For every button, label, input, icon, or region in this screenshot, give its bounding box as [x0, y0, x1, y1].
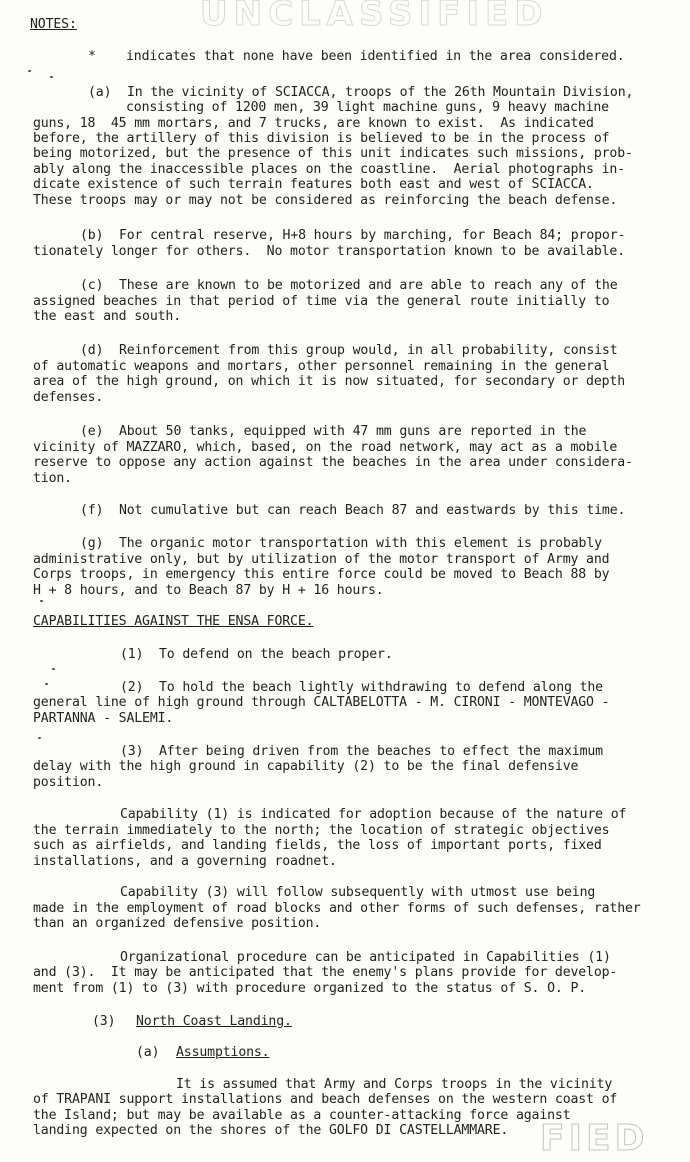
para-g-line: (g) The organic motor transportation with this element is probably — [80, 536, 602, 551]
para-assumption-line: of TRAPANI support installations and beach defenses on the western coast of — [33, 1092, 618, 1107]
capability-2-line: general line of high ground through CALTABELOTTA - M. CIRONI - MONTEVAGO - — [33, 695, 610, 710]
classification-stamp-top: UNCLASSIFIED — [200, 0, 549, 34]
para-assumption-line: It is assumed that Army and Corps troops in the vicinity — [176, 1077, 613, 1092]
para-capability-1-line: the terrain immediately to the north; the location of strategic objectives — [33, 823, 610, 838]
para-c-line: the east and south. — [33, 309, 182, 324]
para-assumption-line: the Island; but may be available as a counter-attacking force against — [33, 1108, 571, 1123]
para-capability-1-line: Capability (1) is indicated for adoption because of the nature of — [120, 807, 627, 822]
capability-1-line: (1) To defend on the beach proper. — [120, 647, 393, 662]
para-a-line: before, the artillery of this division is believed to be in the process of — [33, 131, 610, 146]
para-e-line: tion. — [33, 471, 72, 486]
para-a-line: being motorized, but the presence of this unit indicates such missions, prob- — [33, 146, 633, 161]
para-c-line: (c) These are known to be motorized and are able to reach any of the — [80, 278, 618, 293]
para-d-line: (d) Reinforcement from this group would, in all probability, consist — [80, 343, 618, 358]
notes-heading: NOTES: — [30, 17, 77, 32]
subsection-a-label: (a) — [136, 1045, 160, 1060]
para-g-line: administrative only, but by utilization of the motor transport of Army and — [33, 552, 610, 567]
para-d-line: defenses. — [33, 390, 104, 405]
capabilities-heading: CAPABILITIES AGAINST THE ENSA FORCE. — [33, 614, 314, 629]
para-capability-1-line: such as airfields, and landing fields, the loss of important ports, fixed — [33, 838, 602, 853]
section-3-title: North Coast Landing. — [136, 1014, 292, 1029]
scan-speck — [45, 683, 48, 685]
capability-3-line: delay with the high ground in capability (2) to be the final defensive — [33, 759, 579, 774]
para-a-line: guns, 18 45 mm mortars, and 7 trucks, are known to exist. As indicated — [33, 116, 594, 131]
para-e-line: reserve to oppose any action against the beaches in the area under considera- — [33, 455, 633, 470]
para-g-line: H + 8 hours, and to Beach 87 by H + 16 hours. — [33, 583, 384, 598]
para-b-line: (b) For central reserve, H+8 hours by marching, for Beach 84; propor- — [80, 228, 626, 243]
para-assumption-line: landing expected on the shores of the GOLFO DI CASTELLAMMARE. — [33, 1123, 509, 1138]
para-e-line: vicinity of MAZZARO, which, based, on the road network, may act as a mobile — [33, 440, 618, 455]
para-g-line: Corps troops, in emergency this entire force could be moved to Beach 88 by — [33, 567, 610, 582]
scan-speck — [40, 600, 43, 602]
capability-3-line: position. — [33, 775, 104, 790]
classification-stamp-bottom: FIED — [540, 1118, 649, 1159]
capability-3-line: (3) After being driven from the beaches to effect the maximum — [120, 744, 603, 759]
para-organizational-line: Organizational procedure can be anticipated in Capabilities (1) — [120, 950, 611, 965]
para-a-line: These troops may or may not be considered as reinforcing the beach defense. — [33, 193, 618, 208]
para-organizational-line: ment from (1) to (3) with procedure organized to the status of S. O. P. — [33, 981, 587, 996]
scan-speck — [38, 737, 41, 739]
section-3-number: (3) — [92, 1014, 116, 1029]
para-capability-3-line: made in the employment of road blocks and other forms of such defenses, rather — [33, 901, 641, 916]
para-a-line: consisting of 1200 men, 39 light machine guns, 9 heavy machine — [126, 100, 609, 115]
para-f-line: (f) Not cumulative but can reach Beach 87 and eastwards by this time. — [80, 503, 626, 518]
para-a-line: ably along the inaccessible places on the coastline. Aerial photographs in- — [33, 162, 626, 177]
scan-speck — [52, 668, 55, 670]
subsection-a-title: Assumptions. — [176, 1045, 270, 1060]
para-capability-3-line: Capability (3) will follow subsequently with utmost use being — [120, 885, 596, 900]
para-b-line: tionately longer for others. No motor transportation known to be available. — [33, 244, 626, 259]
capability-2-line: (2) To hold the beach lightly withdrawing to defend along the — [120, 680, 603, 695]
scan-speck — [50, 76, 53, 78]
note-star-text: indicates that none have been identified in the area considered. — [126, 49, 625, 64]
para-d-line: area of the high ground, on which it is now situated, for secondary or depth — [33, 374, 626, 389]
para-organizational-line: and (3). It may be anticipated that the enemy's plans provide for develop- — [33, 965, 618, 980]
para-capability-3-line: than an organized defensive position. — [33, 916, 322, 931]
para-a-line: (a) In the vicinity of SCIACCA, troops of the 26th Mountain Division, — [88, 85, 634, 100]
para-e-line: (e) About 50 tanks, equipped with 47 mm guns are reported in the — [80, 424, 587, 439]
para-capability-1-line: installations, and a governing roadnet. — [33, 854, 337, 869]
note-star-marker: * — [88, 49, 96, 64]
para-d-line: of automatic weapons and mortars, other personnel remaining in the general — [33, 359, 610, 374]
para-a-line: dicate existence of such terrain features both east and west of SCIACCA. — [33, 177, 594, 192]
scan-speck — [28, 70, 31, 72]
para-c-line: assigned beaches in that period of time via the general route initially to — [33, 294, 610, 309]
capability-2-line: PARTANNA - SALEMI. — [33, 711, 174, 726]
